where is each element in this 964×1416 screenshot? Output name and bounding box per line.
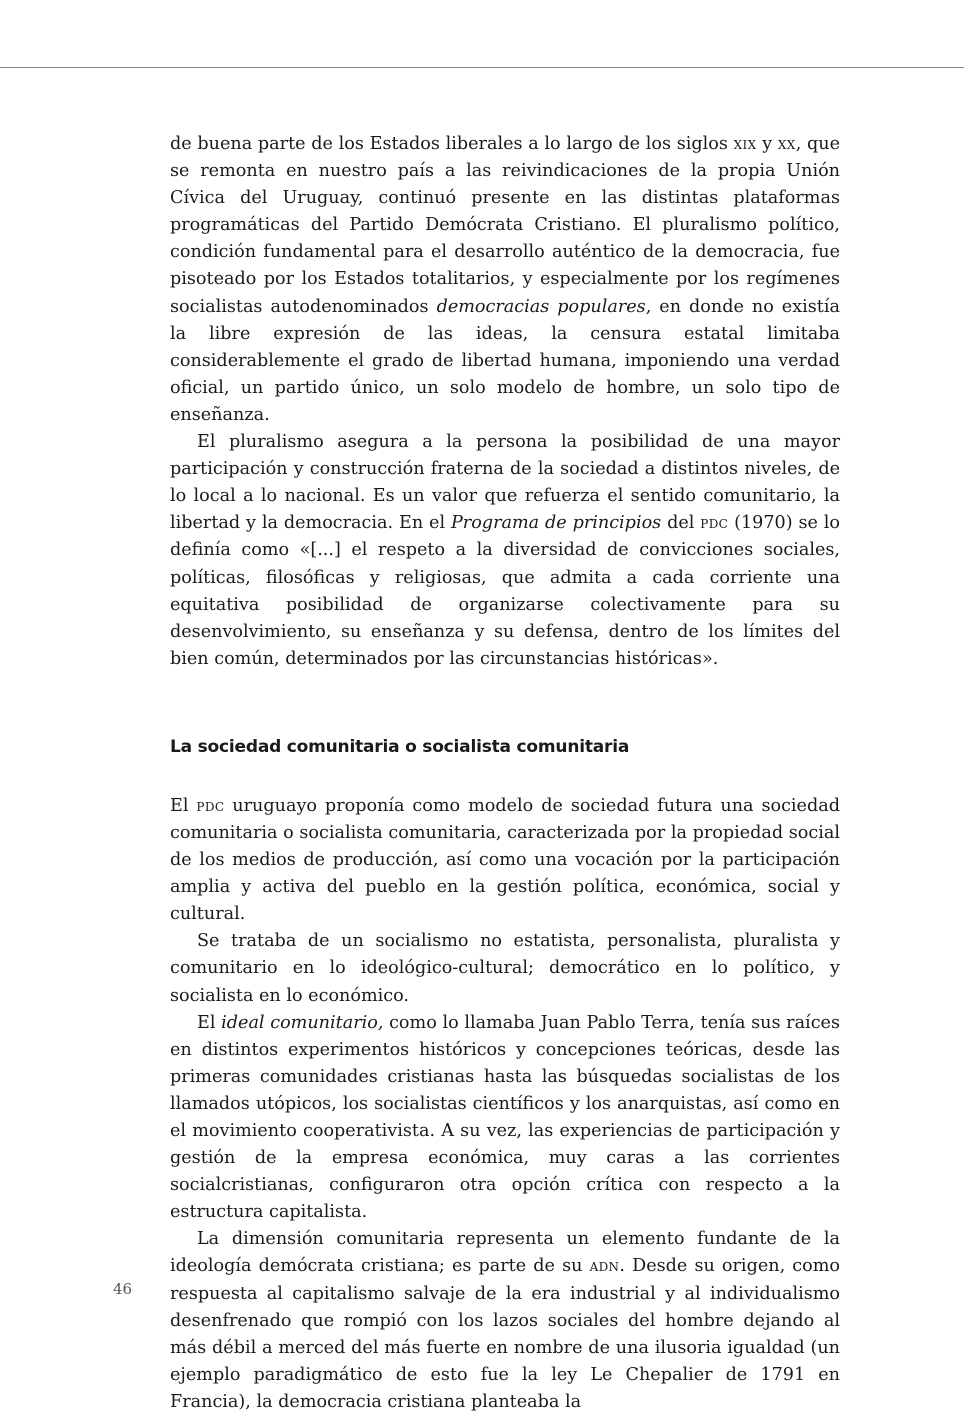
italic-text: Programa de principios: [450, 513, 662, 534]
text-run: uruguayo proponía como modelo de sociedad futura una sociedad comunitaria o socialista comunitaria, caracterizada por la propiedad social de los medios de producción, así como una vocación por la participación amplia y activa del pueblo en la gestión política, económica, social y cultural.: [170, 795, 840, 925]
paragraph: [170, 793, 840, 928]
text-run: El: [197, 1012, 222, 1033]
italic-text: ideal comunitario,: [221, 1012, 384, 1033]
text-run: El pluralismo asegura a la persona la posibilidad de una mayor participación y construcción fraterna de la sociedad a distintos niveles, de lo local a lo nacional. Es un valor que refuerza el sentido comunitario, la libertad y la democracia. En el: [170, 432, 840, 534]
page-number: 46: [113, 1280, 133, 1298]
paragraph: [170, 131, 840, 429]
text-run: , en donde no existía la libre expresión de las ideas, la censura estatal limitaba considerablemente el grado de libertad humana, imponiendo una verdad oficial, un partido único, un solo modelo de hombre, un solo tipo de enseñanza.: [170, 296, 840, 425]
paragraph: [170, 928, 840, 1009]
text-run: La dimensión comunitaria representa un elemento fundante de la ideología demócrata cristiana; es parte de su: [170, 1229, 840, 1277]
header-rule: [0, 67, 964, 68]
paragraph: [170, 429, 840, 673]
text-run: como lo llamaba Juan Pablo Terra, tenía sus raíces en distintos experimentos históricos y concepciones teóricas, desde las primeras comunidades cristianas hasta las búsquedas socialistas de los llamados utópicos, los socialistas científicos y los anarquistas, así como en el movimiento cooperativista. A su vez, las experiencias de participación y gestión de la empresa económica, muy caras a las corrientes socialcristianas, configuraron otra opción crítica con respecto a la estructura capitalista.: [170, 1012, 840, 1223]
acronym: pdc: [700, 513, 729, 534]
acronym: xx: [777, 134, 796, 154]
section-heading: La sociedad comunitaria o socialista comunitaria: [170, 736, 630, 757]
acronym: pdc: [196, 795, 225, 816]
page-body: [170, 131, 840, 1416]
text-run: y: [756, 134, 778, 154]
paragraph: [170, 1010, 840, 1227]
acronym: xix: [733, 134, 757, 154]
text-run: . Desde su origen, como respuesta al capitalismo salvaje de la era industrial y al individualismo desenfrenado que rompió con los lazos sociales del hombre dejando al más débil a merced del más fuerte en nombre de una ilusoria igualdad (un ejemplo paradigmático de esto fue la ley Le Chepalier de 1791 en Francia), la democracia cristiana planteaba la: [170, 1256, 841, 1412]
text-run: El: [170, 795, 197, 816]
acronym: adn: [589, 1256, 620, 1277]
text-run: Se trataba de un socialismo no estatista, personalista, pluralista y comunitario en lo ideológico-cultural; democrático en lo político, y socialista en lo económico.: [170, 931, 840, 1006]
italic-text: democracias populares: [436, 296, 646, 317]
text-run: (1970) se lo definía como «[...] el respeto a la diversidad de convicciones sociales, políticas, filosóficas y religiosas, que admita a cada corriente una equitativa posibilidad de organizarse colectivamente para su desenvolvimiento, su enseñanza y su defensa, dentro de los límites del bien común, determinados por las circunstancias históricas».: [170, 513, 840, 669]
paragraph: [170, 1226, 840, 1416]
text-run: , que se remonta en nuestro país a las reivindicaciones de la propia Unión Cívica del Uruguay, continuó presente en las distintas plataformas programáticas del Partido Demócrata Cristiano. El pluralismo político, condición fundamental para el desarrollo auténtico de la democracia, fue pisoteado por los Estados totalitarios, y especialmente por los regímenes socialistas autodenominados: [170, 134, 840, 317]
text-run: de buena parte de los Estados liberales a lo largo de los siglos: [170, 134, 734, 154]
text-run: del: [661, 513, 701, 534]
